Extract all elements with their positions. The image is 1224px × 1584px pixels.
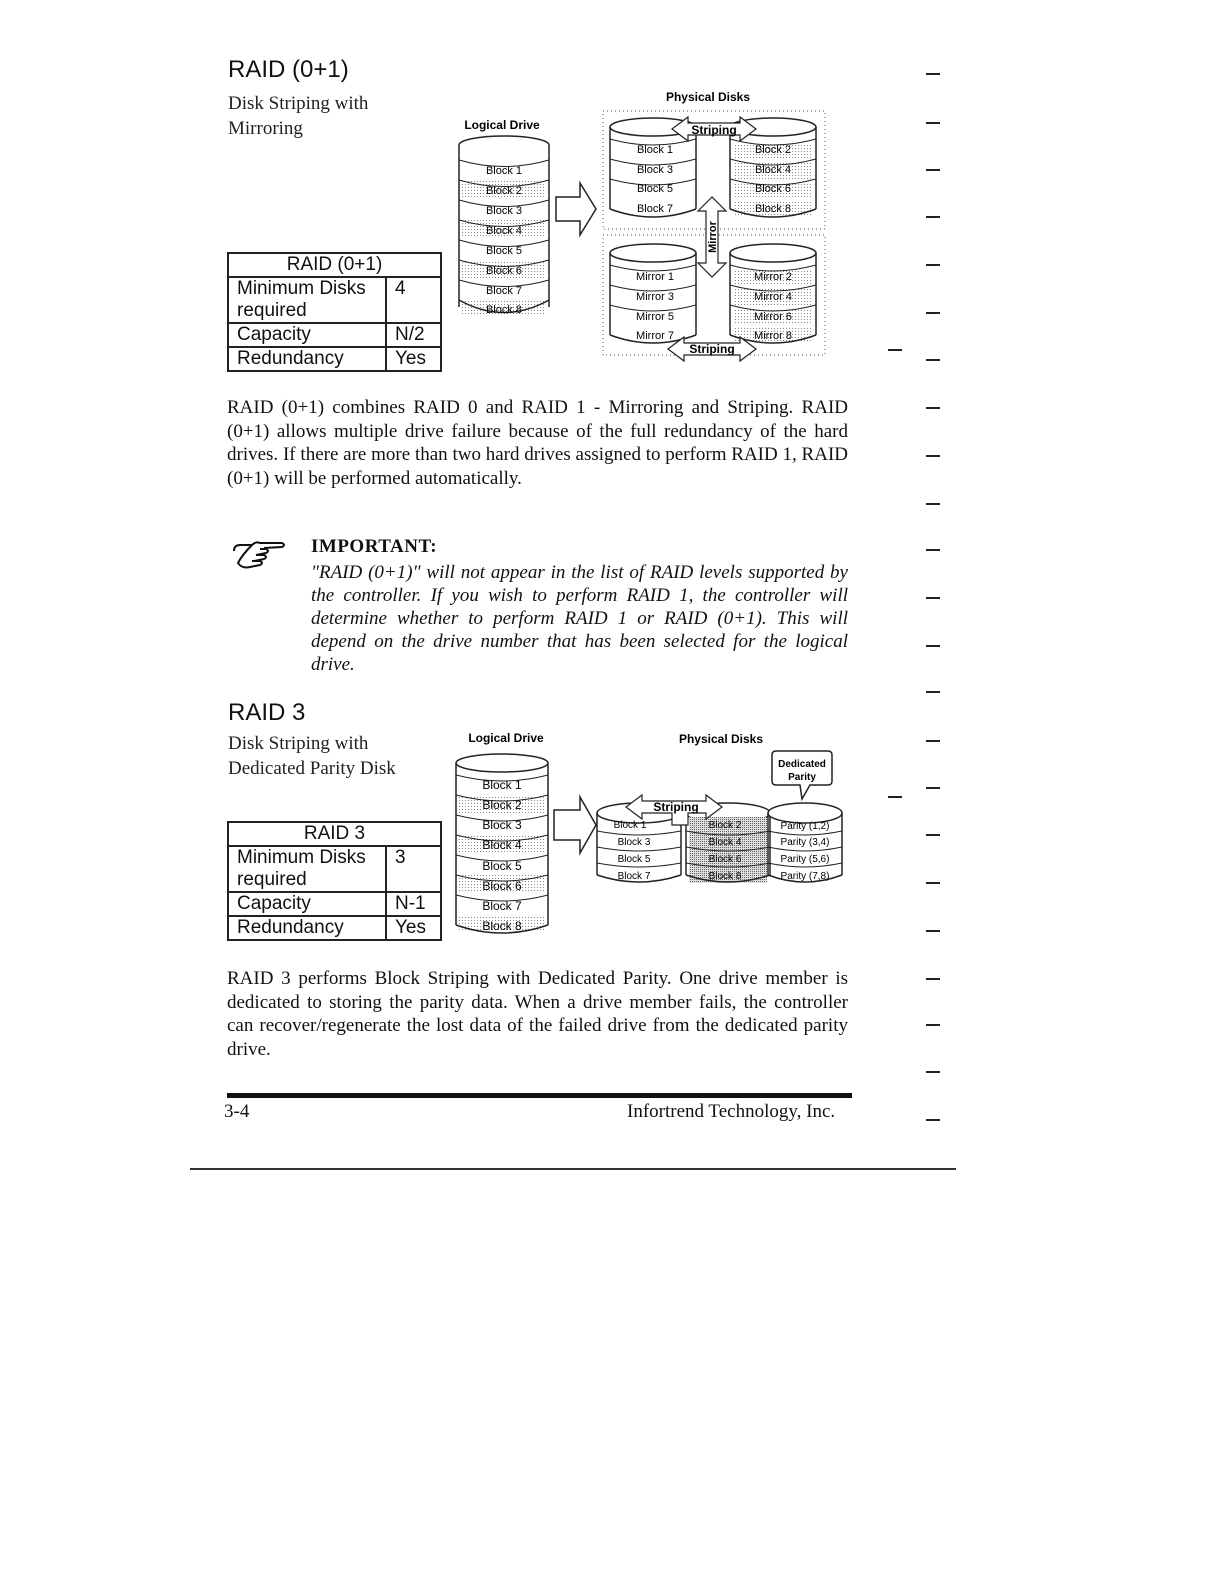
raid3-row-label: Capacity xyxy=(228,892,386,916)
disk-a-label: Block 1 xyxy=(613,820,647,831)
raid01-disk-d xyxy=(730,244,816,343)
raid3-subtitle-line1: Disk Striping with xyxy=(228,733,369,754)
raid3-disk-b xyxy=(686,803,770,883)
disk-c-label: Mirror 5 xyxy=(636,311,674,323)
margin-tick xyxy=(888,796,902,798)
margin-tick xyxy=(926,787,940,789)
margin-tick xyxy=(926,645,940,647)
logical-block-label: Block 3 xyxy=(485,205,523,217)
disk-b-label: Block 4 xyxy=(754,164,792,176)
raid01-row-value: N/2 xyxy=(386,323,441,347)
raid01-spec-table xyxy=(227,252,442,372)
disk-b-label: Block 2 xyxy=(708,820,742,831)
logical-block-label: Block 2 xyxy=(482,798,522,812)
disk-a-label: Block 7 xyxy=(617,871,651,882)
right-arrow-icon xyxy=(556,183,596,235)
logical-block-label: Block 6 xyxy=(485,265,523,277)
margin-tick xyxy=(926,122,940,124)
raid3-subtitle-line2: Dedicated Parity Disk xyxy=(228,758,396,779)
page-number: 3-4 xyxy=(224,1101,250,1122)
raid01-diagram xyxy=(450,85,840,375)
disk-a-label: Block 1 xyxy=(636,144,674,156)
margin-tick xyxy=(926,73,940,75)
important-title: IMPORTANT: xyxy=(311,536,438,557)
margin-tick xyxy=(926,978,940,980)
logical-block-label: Block 7 xyxy=(482,899,522,913)
raid3-logical-label: Logical Drive xyxy=(468,731,544,745)
table-row xyxy=(228,347,441,371)
disk-c-label: Mirror 3 xyxy=(636,291,674,303)
raid01-logical-drive xyxy=(459,136,549,316)
logical-block-label: Block 2 xyxy=(485,185,523,197)
raid3-row-value: 3 xyxy=(386,846,441,892)
margin-tick xyxy=(926,264,940,266)
disk-d-label: Mirror 4 xyxy=(754,291,792,303)
raid01-row-value: 4 xyxy=(386,277,441,323)
disk-a-label: Block 5 xyxy=(636,183,674,195)
raid01-row-label: Minimum Disks required xyxy=(228,277,386,323)
table-row xyxy=(228,892,441,916)
raid01-disk-c xyxy=(610,244,696,343)
margin-tick xyxy=(926,1071,940,1073)
raid01-mirror-arrow xyxy=(698,197,726,277)
scan-edge-line xyxy=(190,1168,956,1170)
logical-block-label: Block 7 xyxy=(485,285,523,297)
disk-a-label: Block 7 xyxy=(636,203,674,215)
footer-rule xyxy=(227,1093,852,1098)
raid3-title: RAID 3 xyxy=(228,699,306,726)
raid3-row-label: Redundancy xyxy=(228,916,386,940)
raid01-striping-top xyxy=(672,117,756,141)
raid3-parity-disk xyxy=(768,803,842,882)
raid01-striping-bottom xyxy=(668,337,756,361)
raid01-row-label: Capacity xyxy=(228,323,386,347)
logical-block-label: Block 4 xyxy=(485,225,523,237)
margin-tick xyxy=(926,169,940,171)
margin-tick xyxy=(926,740,940,742)
right-arrow-icon xyxy=(554,797,596,853)
disk-d-label: Mirror 2 xyxy=(754,271,792,283)
logical-block-label: Block 8 xyxy=(485,304,523,316)
raid01-paragraph: RAID (0+1) combines RAID 0 and RAID 1 - Mirroring and Striping. RAID (0+1) allows multiple drive failure because of the full redundancy of the hard drives. If there are more than two hard drives assigned to perform RAID 1, RAID (0+1) will be performed automatically. xyxy=(227,397,848,489)
margin-tick xyxy=(926,407,940,409)
disk-b-label: Block 6 xyxy=(754,183,792,195)
parity-label: Parity (5,6) xyxy=(780,854,830,865)
parity-label: Parity (7,8) xyxy=(780,871,830,882)
margin-tick xyxy=(926,216,940,218)
margin-tick xyxy=(888,349,902,351)
raid01-row-label: Redundancy xyxy=(228,347,386,371)
margin-tick xyxy=(926,549,940,551)
footer-company: Infortrend Technology, Inc. xyxy=(627,1101,836,1122)
table-row xyxy=(228,846,441,892)
striping-label: Striping xyxy=(691,123,737,137)
raid3-logical-drive xyxy=(456,754,548,933)
raid3-subtitle xyxy=(228,731,396,781)
disk-d-label: Mirror 8 xyxy=(754,330,792,342)
margin-tick xyxy=(926,930,940,932)
raid01-table-header: RAID (0+1) xyxy=(228,253,441,277)
disk-b-label: Block 8 xyxy=(708,871,742,882)
margin-tick xyxy=(926,1119,940,1121)
margin-tick xyxy=(926,359,940,361)
margin-tick xyxy=(926,503,940,505)
parity-label: Parity (1,2) xyxy=(780,821,830,832)
table-row xyxy=(228,277,441,323)
margin-tick xyxy=(926,597,940,599)
margin-tick xyxy=(926,882,940,884)
disk-b-label: Block 6 xyxy=(708,854,742,865)
raid01-row-value: Yes xyxy=(386,347,441,371)
raid3-row-value: N-1 xyxy=(386,892,441,916)
raid3-paragraph: RAID 3 performs Block Striping with Dedicated Parity. One drive member is dedicated to storing the parity data. When a drive member fails, the controller can recover/regenerate the lost data of the failed drive from the dedicated parity drive. xyxy=(227,968,848,1060)
raid01-title: RAID (0+1) xyxy=(228,56,349,83)
logical-block-label: Block 5 xyxy=(482,859,522,873)
disk-a-label: Block 3 xyxy=(617,837,651,848)
striping-label: Striping xyxy=(689,342,735,356)
disk-b-label: Block 2 xyxy=(754,144,792,156)
margin-tick xyxy=(926,312,940,314)
logical-block-label: Block 8 xyxy=(482,919,522,933)
logical-block-label: Block 1 xyxy=(482,778,522,792)
disk-a-label: Block 3 xyxy=(636,164,674,176)
raid01-subtitle-line1: Disk Striping with xyxy=(228,93,369,114)
raid01-subtitle xyxy=(228,91,368,141)
pointing-hand-icon xyxy=(230,537,290,573)
table-row xyxy=(228,916,441,940)
margin-tick xyxy=(926,455,940,457)
logical-block-label: Block 1 xyxy=(485,165,523,177)
raid3-diagram xyxy=(450,725,850,950)
margin-tick xyxy=(926,691,940,693)
logical-block-label: Block 5 xyxy=(485,245,523,257)
disk-b-label: Block 8 xyxy=(754,203,792,215)
disk-d-label: Mirror 6 xyxy=(754,311,792,323)
mirror-label: Mirror xyxy=(707,221,719,253)
table-row xyxy=(228,323,441,347)
raid3-parity-callout xyxy=(772,751,832,799)
logical-block-label: Block 4 xyxy=(482,838,522,852)
raid01-logical-label: Logical Drive xyxy=(464,118,540,132)
disk-a-label: Block 5 xyxy=(617,854,651,865)
logical-block-label: Block 3 xyxy=(482,818,522,832)
disk-c-label: Mirror 7 xyxy=(636,330,674,342)
striping-label: Striping xyxy=(653,800,699,814)
disk-c-label: Mirror 1 xyxy=(636,271,674,283)
raid3-row-label: Minimum Disks required xyxy=(228,846,386,892)
raid01-physical-label: Physical Disks xyxy=(665,90,751,104)
raid01-subtitle-line2: Mirroring xyxy=(228,118,303,139)
svg-text:Parity: Parity xyxy=(788,772,816,783)
disk-b-label: Block 4 xyxy=(708,837,742,848)
logical-block-label: Block 6 xyxy=(482,879,522,893)
raid3-table-header: RAID 3 xyxy=(228,822,441,846)
svg-text:Dedicated: Dedicated xyxy=(778,759,826,770)
raid3-spec-table xyxy=(227,821,442,941)
important-body: "RAID (0+1)" will not appear in the list of RAID levels supported by the controller. If you wish to perform RAID 1, the controller will determine whether to perform RAID 1 or RAID (0+1). This will depend on the drive number that has been selected for the logical drive. xyxy=(311,562,848,675)
margin-tick xyxy=(926,834,940,836)
parity-label: Parity (3,4) xyxy=(780,837,830,848)
raid3-row-value: Yes xyxy=(386,916,441,940)
raid3-physical-label: Physical Disks xyxy=(678,732,764,746)
margin-tick xyxy=(926,1024,940,1026)
